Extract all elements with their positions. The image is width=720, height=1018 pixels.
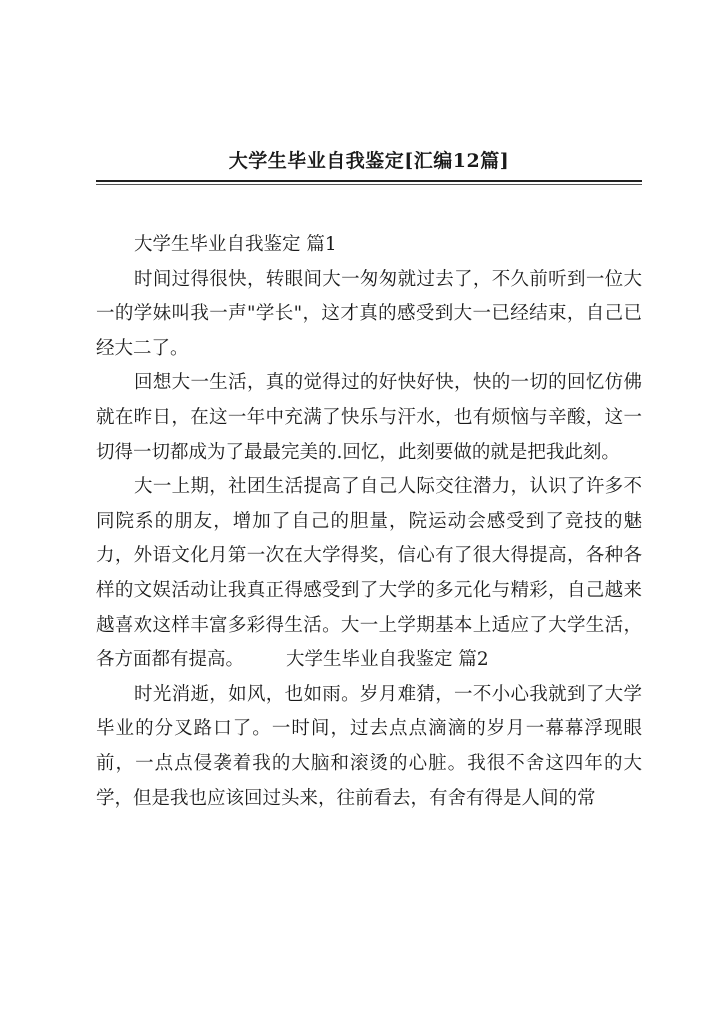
document-body [96,228,642,816]
title-underline [96,180,642,182]
paragraph-2: 回想大一生活，真的觉得过的好快好快，快的一切的回忆仿佛就在昨日，在这一年中充满了快乐与汗水，也有烦恼与辛酸，这一切得一切都成为了最最完美的.回忆，此刻要做的就是把我此刻。 [96,372,642,463]
section-2-heading: 大学生毕业自我鉴定 篇2 [286,649,489,671]
paragraph-4: 时光消逝，如风，也如雨。岁月难猜，一不小心我就到了大学毕业的分叉路口了。一时间，过去点点滴滴的岁月一幕幕浮现眼前，一点点侵袭着我的大脑和滚烫的心脏。我很不舍这四年的大学，但是我也应该回过头来，往前看去，有舍有得是人间的常 [96,683,642,809]
section-1-heading: 大学生毕业自我鉴定 篇1 [134,234,337,255]
title-underline-thin [96,184,642,185]
document-title: 大学生毕业自我鉴定[汇编12篇] [228,150,510,172]
paragraph-3 [96,470,642,678]
paragraph-3-text: 大一上期，社团生活提高了自己人际交往潜力，认识了许多不同院系的朋友，增加了自己的胆量，院运动会感受到了竞技的魅力，外语文化月第一次在大学得奖，信心有了很大得提高，各种各样的文娱活动让我真正得感受到了大学的多元化与精彩，自己越来越喜欢这样丰富多彩得生活。大一上学期基本上适应了大学生活，各方面都有提高。 [96,476,642,671]
paragraph-1: 时间过得很快，转眼间大一匆匆就过去了，不久前听到一位大一的学妹叫我一声"学长"，这才真的感受到大一已经结束，自己已经大二了。 [96,268,642,359]
